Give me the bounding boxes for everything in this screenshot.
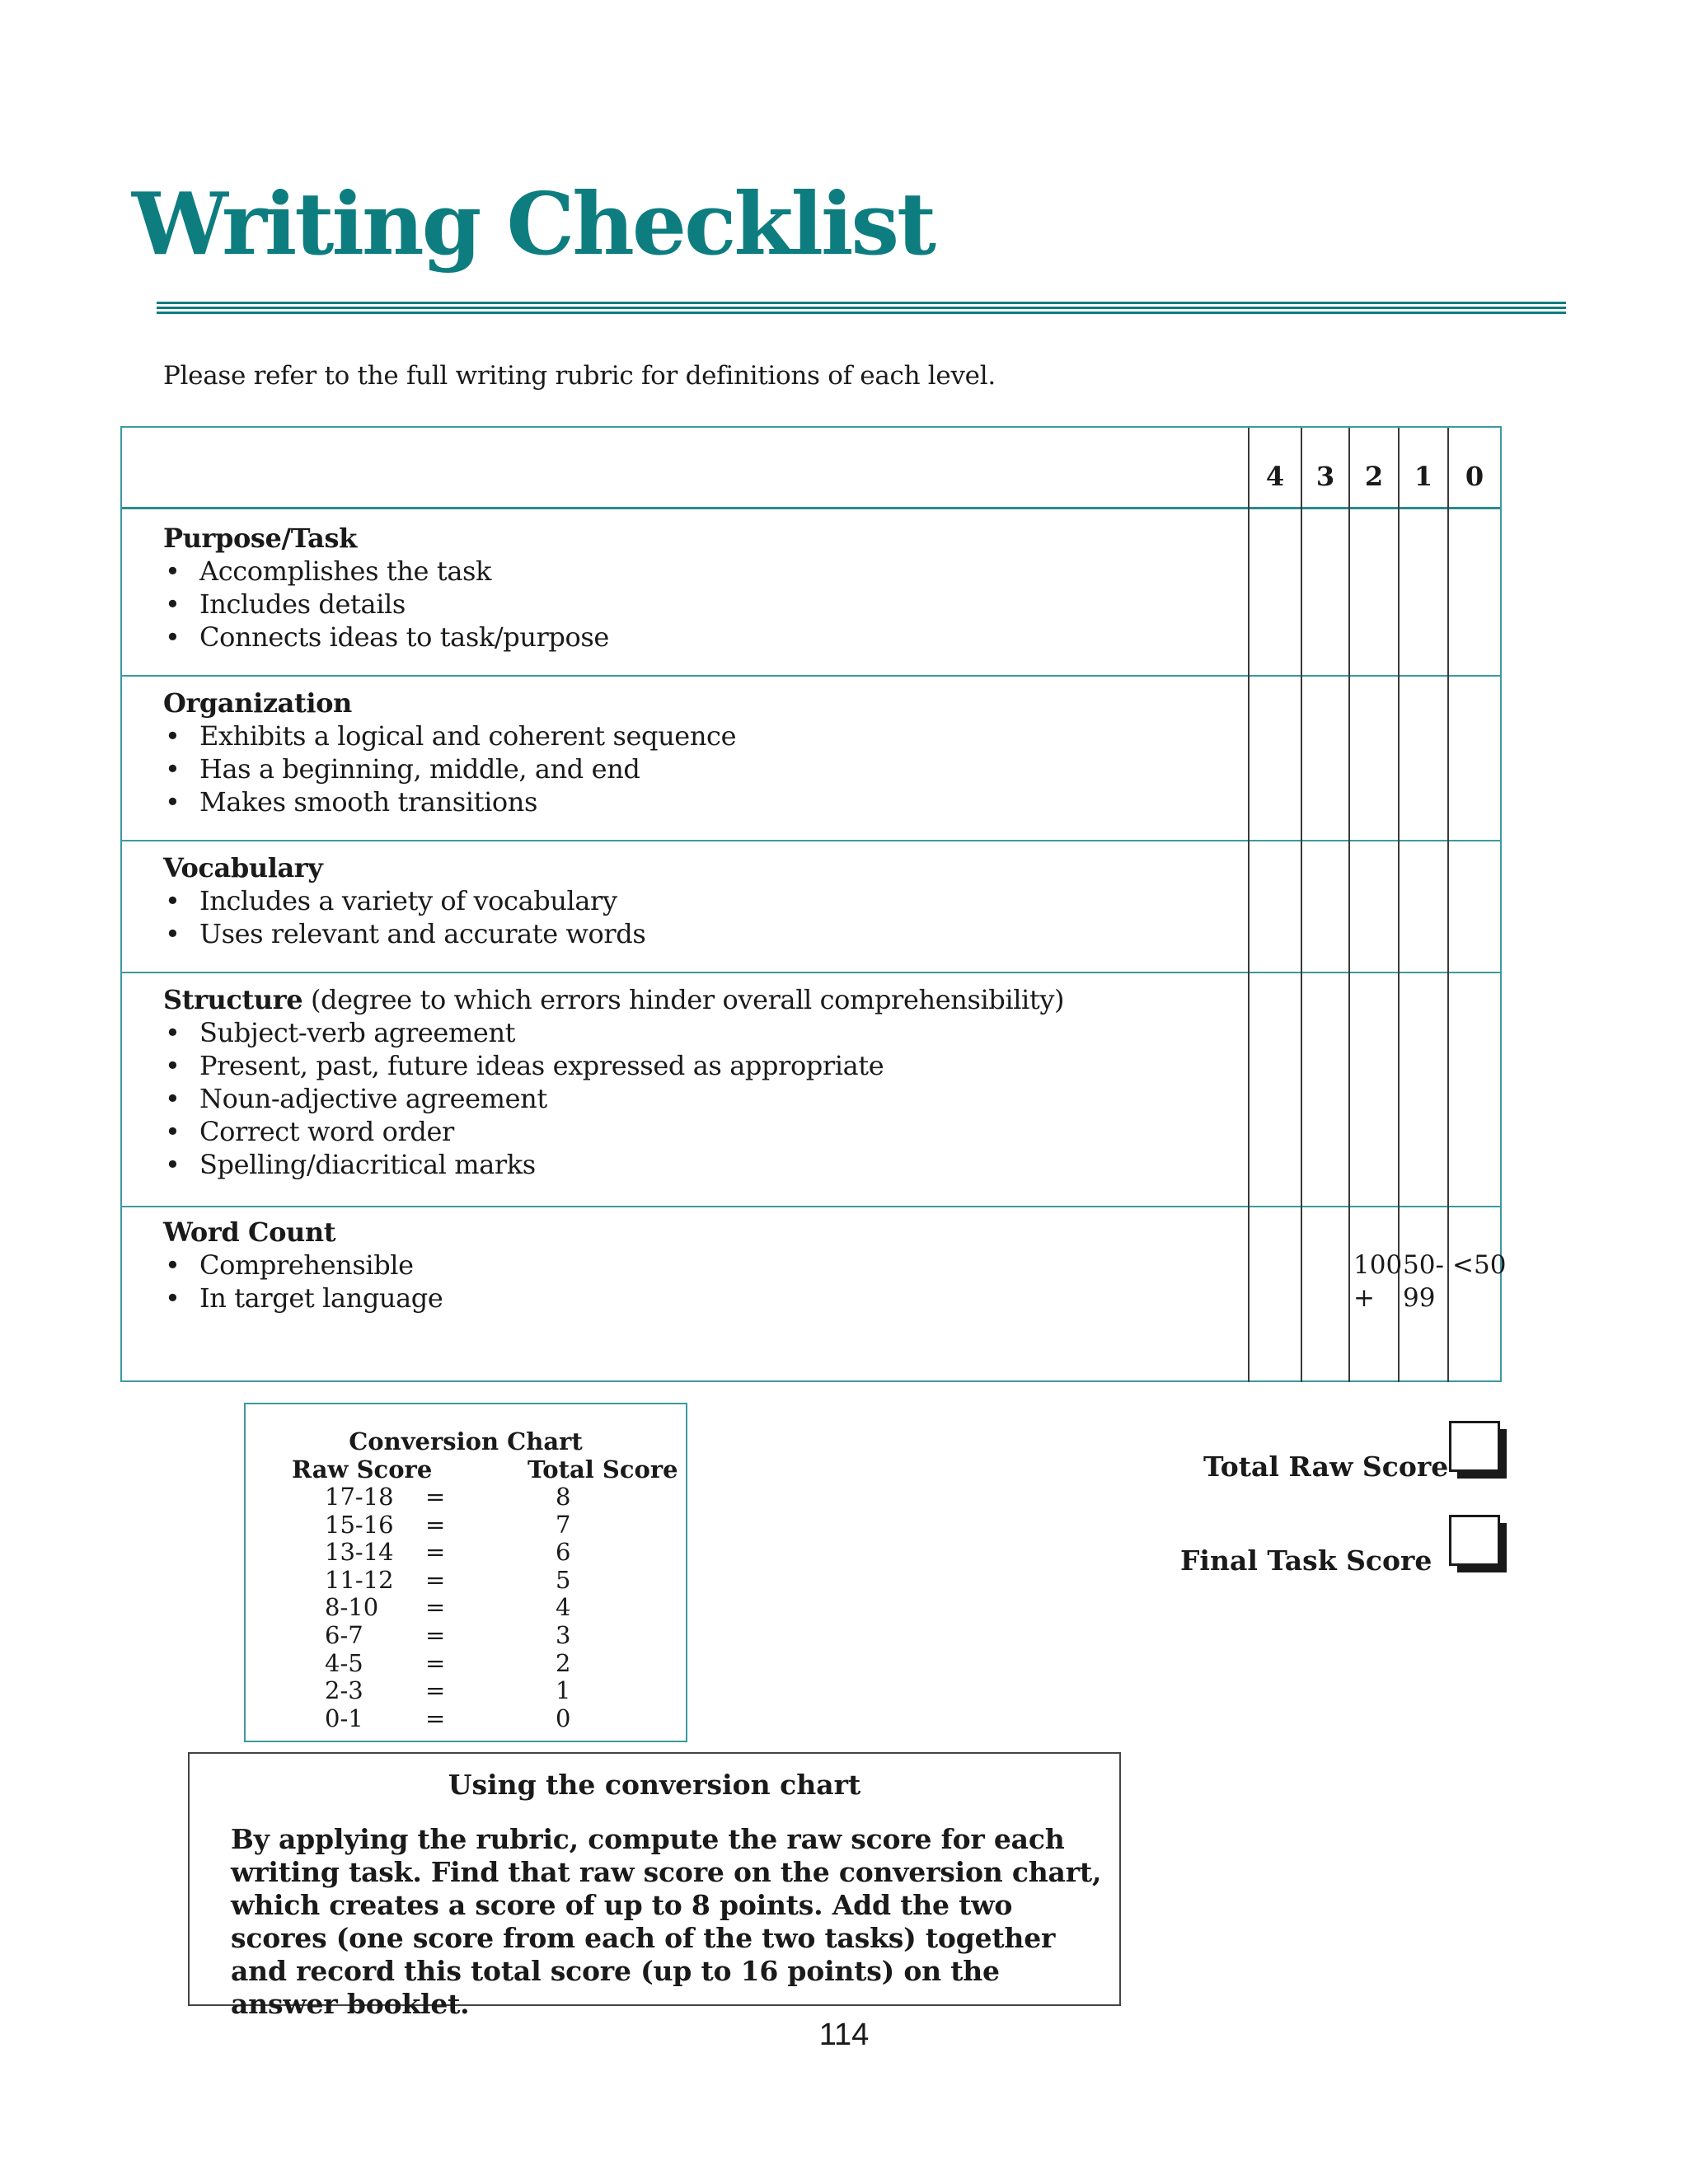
- final-task-score-box[interactable]: [1449, 1515, 1507, 1572]
- row-divider: [122, 675, 1500, 677]
- total-score-value: 4: [556, 1593, 571, 1622]
- total-score-value: 8: [556, 1483, 571, 1511]
- raw-score-value: 0-1: [325, 1704, 363, 1732]
- list-item: • Accomplishes the task: [163, 555, 609, 588]
- score-header-3: 3: [1315, 461, 1335, 492]
- equals-sign: =: [425, 1510, 446, 1539]
- section-word-count: [163, 1216, 443, 1315]
- column-divider: [1348, 428, 1350, 1382]
- header-divider: [122, 507, 1500, 509]
- conversion-row: [246, 1539, 686, 1567]
- equals-sign: =: [425, 1565, 446, 1594]
- raw-score-value: 6-7: [325, 1621, 363, 1649]
- total-score-value: 7: [556, 1510, 571, 1539]
- conversion-row: [246, 1705, 686, 1733]
- total-score-value: 2: [556, 1648, 571, 1677]
- word-count-level-2: 100 +: [1353, 1250, 1403, 1313]
- equals-sign: =: [425, 1593, 446, 1622]
- score-header-0: 0: [1465, 461, 1484, 492]
- list-item: • Uses relevant and accurate words: [163, 917, 645, 950]
- list-item: • Includes a variety of vocabulary: [163, 884, 645, 917]
- list-item: • Makes smooth transitions: [163, 785, 736, 818]
- raw-score-header: Raw Score: [292, 1455, 433, 1483]
- equals-sign: =: [425, 1621, 446, 1649]
- column-divider: [1248, 428, 1250, 1382]
- list-item: • Correct word order: [163, 1115, 1064, 1148]
- column-divider: [1447, 428, 1449, 1382]
- list-item: • Spelling/diacritical marks: [163, 1148, 1064, 1181]
- total-score-value: 0: [556, 1704, 571, 1732]
- raw-score-value: 17-18: [325, 1483, 394, 1511]
- conversion-row: [246, 1622, 686, 1650]
- conversion-row: [246, 1594, 686, 1622]
- instructions-body: By applying the rubric, compute the raw score for each writing task. Find that raw score on the conversion chart, which creates a score of up to 8 points. Add the two scores (one score from each of the two tasks) together and record this total score (up to 16 points) on the answer booklet.: [231, 1823, 1102, 2020]
- checklist-table: [120, 426, 1507, 1382]
- score-header-4: 4: [1265, 461, 1285, 492]
- conversion-row: [246, 1567, 686, 1595]
- section-title: Purpose/Task: [163, 523, 357, 554]
- conversion-instructions: [188, 1752, 1121, 2020]
- score-header-2: 2: [1364, 461, 1384, 492]
- score-header-1: 1: [1414, 461, 1433, 492]
- total-score-value: 3: [556, 1621, 571, 1649]
- list-item: • Includes details: [163, 588, 609, 621]
- word-count-level-1: 50- 99: [1403, 1250, 1444, 1313]
- conversion-row: [246, 1650, 686, 1678]
- total-score-value: 6: [556, 1538, 571, 1567]
- equals-sign: =: [425, 1538, 446, 1567]
- total-score-value: 5: [556, 1565, 571, 1594]
- equals-sign: =: [425, 1704, 446, 1732]
- section-note: (degree to which errors hinder overall comprehensibility): [302, 984, 1065, 1015]
- conversion-row: [246, 1483, 686, 1511]
- raw-score-value: 15-16: [325, 1510, 394, 1539]
- conversion-chart: [244, 1403, 687, 1742]
- raw-score-value: 8-10: [325, 1593, 379, 1622]
- title-underline: [157, 302, 1566, 316]
- total-score-value: 1: [556, 1676, 571, 1705]
- list-item: • In target language: [163, 1282, 443, 1315]
- conversion-chart-title: Conversion Chart: [349, 1427, 583, 1455]
- conversion-row: [246, 1511, 686, 1540]
- section-title: Organization: [163, 687, 352, 719]
- section-title: Structure: [163, 984, 303, 1015]
- raw-score-value: 4-5: [325, 1648, 363, 1677]
- intro-text: Please refer to the full writing rubric for definitions of each level.: [163, 361, 996, 391]
- total-raw-score-label: Total Raw Score: [1203, 1451, 1449, 1483]
- section-vocabulary: [163, 851, 645, 950]
- section-organization: [163, 687, 736, 818]
- list-item: • Subject-verb agreement: [163, 1016, 1064, 1049]
- list-item: • Exhibits a logical and coherent sequence: [163, 719, 736, 752]
- row-divider: [122, 840, 1500, 841]
- section-structure: [163, 983, 1064, 1181]
- raw-score-value: 11-12: [325, 1565, 394, 1594]
- page-title: Writing Checklist: [132, 173, 935, 274]
- section-title: Word Count: [163, 1216, 336, 1248]
- row-divider: [122, 972, 1500, 973]
- list-item: • Comprehensible: [163, 1249, 443, 1282]
- row-divider: [122, 1206, 1500, 1207]
- list-item: • Has a beginning, middle, and end: [163, 752, 736, 785]
- column-divider: [1398, 428, 1400, 1382]
- total-score-header: Total Score: [528, 1455, 678, 1483]
- conversion-row: [246, 1677, 686, 1705]
- equals-sign: =: [425, 1648, 446, 1677]
- raw-score-value: 13-14: [325, 1538, 394, 1567]
- column-divider: [1301, 428, 1302, 1382]
- list-item: • Noun-adjective agreement: [163, 1082, 1064, 1115]
- word-count-level-0: <50: [1452, 1250, 1507, 1280]
- list-item: • Present, past, future ideas expressed as appropriate: [163, 1049, 1064, 1082]
- total-raw-score-box[interactable]: [1449, 1421, 1507, 1479]
- final-task-score-label: Final Task Score: [1180, 1544, 1432, 1577]
- equals-sign: =: [425, 1483, 446, 1511]
- section-title: Vocabulary: [163, 852, 323, 883]
- raw-score-value: 2-3: [325, 1676, 363, 1705]
- instructions-title: Using the conversion chart: [448, 1769, 861, 1801]
- section-purpose-task: [163, 522, 609, 654]
- page-number: 114: [818, 2018, 870, 2052]
- list-item: • Connects ideas to task/purpose: [163, 621, 609, 654]
- equals-sign: =: [425, 1676, 446, 1705]
